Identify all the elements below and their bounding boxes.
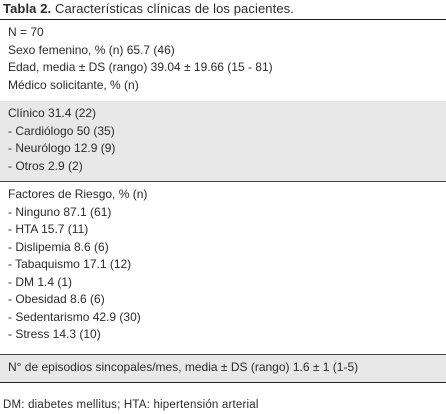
row-n: N = 70 — [8, 25, 44, 39]
bottom-rule — [0, 382, 446, 383]
row-factores-header: Factores de Riesgo, % (n) — [8, 187, 148, 201]
table-caption: Características clínicas de los pacientes. — [51, 1, 294, 16]
row-neurologo: - Neurólogo 12.9 (9) — [8, 141, 116, 155]
table-footnote: DM: diabetes mellitus; HTA: hipertensión arterial — [3, 399, 259, 411]
row-edad: Edad, media ± DS (rango) 39.04 ± 19.66 (15 - 81) — [8, 60, 273, 74]
row-otros: - Otros 2.9 (2) — [8, 158, 83, 173]
row-dislipemia: - Dislipemia 8.6 (6) — [8, 239, 109, 254]
row-tabaquismo: - Tabaquismo 17.1 (12) — [8, 257, 132, 271]
section-clinico — [0, 101, 446, 181]
table-title — [3, 1, 294, 17]
row-clinico: Clínico 31.4 (22) — [8, 106, 97, 120]
top-rule — [0, 19, 446, 20]
row-sedentarismo: - Sedentarismo 42.9 (30) — [8, 309, 141, 324]
row-cardiologo: - Cardiólogo 50 (35) — [8, 123, 115, 138]
row-dm: - DM 1.4 (1) — [8, 274, 73, 289]
table-number: Tabla 2. — [3, 1, 52, 16]
section-general — [0, 24, 446, 94]
row-medico-solicitante: Médico solicitante, % (n) — [8, 77, 139, 92]
row-sexo-femenino: Sexo femenino, % (n) 65.7 (46) — [8, 42, 175, 57]
section-factores-riesgo — [0, 186, 446, 344]
row-hta: - HTA 15.7 (11) — [8, 222, 89, 236]
row-ninguno: - Ninguno 87.1 (61) — [8, 204, 112, 219]
section-episodios — [0, 355, 446, 382]
row-episodios: N° de episodios sincopales/mes, media ± DS (rango) 1.6 ± 1 (1-5) — [8, 360, 359, 374]
row-stress: - Stress 14.3 (10) — [8, 327, 101, 341]
separator-1 — [0, 181, 446, 182]
row-obesidad: - Obesidad 8.6 (6) — [8, 292, 105, 306]
